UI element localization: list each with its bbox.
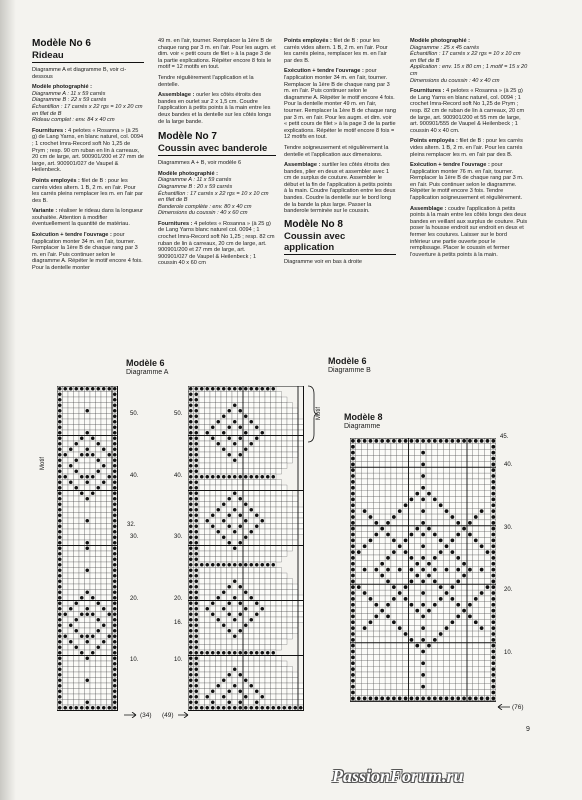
materials-text: 4 pelotes « Rosanna » (à 25 g) de Lang Yarns blanc naturel col. 0094 ; 1 crochet Imra-Record soft No 1,25 ; resp. 82 cm ruban de lin à carreaux, 20 cm de large, art. 900901/200 et 27 mm de large, art. 900901/027 de Vaupel & Heilenbeck ; 1 coussin 40 x 60 cm — [158, 220, 275, 267]
chart-a-row-label: 20. — [130, 596, 139, 602]
model-7-intro: Diagrammes A + B, voir modèle 6 — [158, 160, 242, 167]
model-8-title: Modèle No 8 — [284, 218, 343, 230]
chart-b-title: Modèle 6 — [328, 356, 367, 366]
watermark: PassionForum.ru — [332, 766, 464, 786]
page-binding-shadow — [0, 0, 16, 800]
model-8-materials — [410, 88, 528, 134]
chart-b-row-label: 16. — [174, 620, 183, 626]
arrow-a — [124, 712, 138, 718]
assembly-text: ourler les côtés étroits des bandes en ourlet sur 2 x 1,5 cm. Coudre l'application à petits points à la main entre les deux bandes et la dentelle sur les côtés longs de la large bande. — [158, 92, 272, 125]
model-8-subtitle: Coussin avec application — [284, 231, 396, 255]
photo-line: Diagramme A : 11 x 59 carrés — [32, 90, 106, 97]
stitches-heading: Points employés : — [410, 138, 458, 145]
stitches-text: filet de B : pour les carrés vides altern. 1 B, 2 m. en l'air. Pour les carrés pleins, remplacer les m. en l'air par des B. — [284, 38, 388, 64]
model-6-materials — [32, 128, 144, 174]
model-6-stretching: Tendre régulièrement l'application et la dentelle. — [158, 74, 254, 88]
model-7-subtitle: Coussin avec banderole — [158, 143, 276, 156]
model-6-subtitle: Rideau — [32, 50, 144, 63]
chart-a-row-label: 10. — [130, 657, 139, 663]
model-8-execution — [410, 162, 528, 202]
model-6-variant — [32, 208, 144, 228]
chart-b-subtitle: Diagramme B — [328, 367, 371, 374]
model-6-photo-block — [32, 84, 144, 124]
chart-b-row-label: 40. — [174, 473, 183, 479]
photo-line: Rideau complet : env. 84 x 40 cm — [32, 117, 115, 124]
photo-line: Application : env. 15 x 80 cm ; 1 motif = 15 x 20 cm — [410, 64, 528, 77]
chart-8-row-label: 10. — [504, 650, 513, 656]
model-7-photo-block — [158, 171, 276, 217]
model-7-materials — [158, 221, 276, 267]
diagram-a-grid — [57, 386, 123, 714]
photo-line: Échantillon : 17 carrés x 22 rgs = 10 x 20 cm en filet de B — [32, 103, 143, 117]
chart-8-title: Modèle 8 — [344, 412, 383, 422]
stitches-heading: Points employés : — [284, 38, 332, 44]
chart-8-row-label: 40. — [504, 462, 513, 468]
chart-8-row-label: 20. — [504, 587, 513, 593]
materials-heading: Fournitures : — [158, 220, 193, 227]
model-8-stitches — [410, 138, 528, 158]
chart-b-row-label: 10. — [174, 657, 183, 663]
materials-text: 4 pelotes « Rosanna » (à 25 g) de Lang Yarns, en blanc naturel, col. 0094 ; 1 crochet Imra-Record soft No 1,25 de Prym ; resp. 90 cm ruban en lin à carreaux, 20 cm de large, art. 900901/200 et 27 mm de large, art. 900901/027 de Vaupel & Heilenbeck. — [32, 127, 144, 174]
model-6-execution-continued: 49 m. en l'air, tourner. Remplacer la 1ère B de chaque rang par 3 m. en l'air. Pour les augm. et dim. voir « petit cours de filet » à la page 3 de la partie explications. Répéter encore 8 fois le motif = 12 motifs en tout. — [158, 38, 276, 71]
execution-text: pour l'application monter 34 m. en l'air, tourner. Remplacer la 1ère B de chaque rang par 3 m. en l'air. Puis continuer selon le diagramme A. Répéter le motif encore 4 fois. Pour la dentelle monter — [32, 232, 143, 272]
model-6-title: Modèle No 6 — [32, 38, 91, 49]
model-7-stitches — [284, 38, 396, 64]
photo-line: Dimensions du coussin : 40 x 40 cm — [410, 77, 500, 84]
chart-a-title: Modèle 6 — [126, 358, 165, 368]
stitches-heading: Points employés : — [32, 177, 80, 184]
page-number: 9 — [526, 726, 530, 733]
column-2 — [158, 38, 276, 271]
chart-b-row-label: 50. — [174, 411, 183, 417]
model-8-assembly — [410, 206, 528, 259]
chart-a-row-label: 40. — [130, 473, 139, 479]
materials-text: 4 pelotes « Rosanna » (à 25 g) de Lang Yarns en blanc naturel, col. 0094 ; 1 crochet Imra-Record soft No 1,25 de Prym ; resp. 82 cm de ruban de lin à carreaux, 20 cm de large, art. 900901/200 et 55 mm de large, art. 900901/555 de Vaupel & Heilenbeck ; 1 coussin 40 x 40 cm. — [410, 88, 525, 134]
model-6-stitches — [32, 178, 144, 204]
chart-a-row-label: 50. — [130, 411, 139, 417]
assembly-heading: Assemblage : — [158, 92, 195, 99]
variant-text: réaliser le rideau dans la longueur souhaitée. Attention à modifier éventuellement la quantité de matériau. — [32, 208, 144, 228]
chart-a-stitch-count: (34) — [140, 712, 152, 719]
model-8-photo-block — [410, 38, 528, 84]
execution-text: pour l'application monter 34 m. en l'air, tourner. Remplacer la 1ère B de chaque rang par 3 m. en l'air. Puis continuer selon le diagramme A. Répéter le motif encore 4 fois. Pour la dentelle monter 49 m. en l'air, tourner. Remplacer la 1ère B de chaque rang par 3 m. en l'air. Pour les augm. et dim. voir « petit cours de filet » à la page 3 de la partie explications. Répéter le motif encore 8 fois = 12 motifs en tout. — [284, 68, 396, 141]
model-8-intro: Diagramme voir en bas à droite — [284, 258, 363, 265]
execution-heading: Exécution + tendre l'ouvrage : — [410, 162, 490, 169]
photo-heading: Modèle photographié : — [158, 170, 218, 177]
model-7-title: Modèle No 7 — [158, 131, 217, 143]
arrow-8 — [496, 704, 510, 710]
model-7-assembly — [284, 162, 396, 215]
column-3 — [284, 38, 396, 269]
chart-a-row-label: 32. — [127, 522, 136, 528]
photo-line: Échantillon : 17 carrés x 22 rgs = 10 x 10 cm en filet de B — [410, 51, 521, 64]
diagram-b-grid — [188, 386, 304, 714]
chart-b-stitch-count: (49) — [162, 712, 174, 719]
model-7-execution — [284, 68, 396, 141]
model-7-stretching: Tendre soigneusement et régulièrement la dentelle et l'application aux dimensions. — [284, 144, 389, 158]
column-1 — [32, 38, 144, 276]
arrow-b — [178, 712, 190, 718]
chart-b-row-label: 30. — [174, 534, 183, 540]
execution-heading: Exécution + tendre l'ouvrage : — [32, 232, 112, 239]
materials-heading: Fournitures : — [410, 88, 445, 95]
diagram-8-grid — [350, 438, 496, 703]
assembly-heading: Assemblage : — [410, 205, 447, 212]
chart-a-subtitle: Diagramme A — [126, 369, 169, 376]
photo-line: Diagramme B : 20 x 59 carrés — [158, 183, 233, 190]
chart-8-row-label: 45. — [500, 434, 509, 440]
chart-b-motif-label: Motif — [316, 406, 322, 420]
photo-line: Dimensions du coussin : 40 x 60 cm — [158, 210, 248, 217]
chart-a-row-label: 30. — [130, 534, 139, 540]
model-6-intro: Diagramme A et diagramme B, voir ci-dessous — [32, 67, 127, 80]
chart-b-row-label: 20. — [174, 596, 183, 602]
stitches-text: filet de B : pour les carrés vides altern. 1 B, 2 m. en l'air. Pour les carrés pleins remplacer les m. en l'air par des B. — [32, 177, 143, 204]
photo-line: Échantillon : 17 carrés x 22 rgs = 10 x 10 cm en filet de B — [158, 190, 269, 204]
execution-text: pour l'application monter 76 m. en l'air, tourner. Remplacer la 1ère B de chaque rang par 3 m. en l'air. Puis continuer selon le diagramme. Répéter le motif encore 3 fois. Tendre l'application soigneusement et régulièrement. — [410, 162, 524, 202]
photo-line: Diagramme A : 11 x 59 carrés — [158, 177, 232, 184]
photo-heading: Modèle photographié : — [410, 38, 470, 44]
chart-a-motif-label: Motif — [40, 456, 46, 470]
motif-bracket — [306, 384, 320, 444]
photo-line: Diagramme : 25 x 45 carrés — [410, 44, 480, 51]
photo-line: Diagramme B : 22 x 59 carrés — [32, 97, 107, 104]
model-6-execution — [32, 232, 144, 272]
variant-heading: Variante : — [32, 208, 58, 215]
stitches-text: filet de B : pour les carrés vides altern. 1 B, 2 m. en l'air. Pour les carrés pleins remplacer les m. en l'air par des B. — [410, 138, 523, 158]
photo-line: Banderole complète : env. 80 x 40 cm — [158, 203, 252, 210]
chart-8-row-label: 30. — [504, 525, 513, 531]
column-4 — [410, 38, 528, 262]
model-6-assembly — [158, 92, 276, 125]
execution-heading: Exécution + tendre l'ouvrage : — [284, 68, 364, 75]
materials-heading: Fournitures : — [32, 127, 67, 134]
assembly-text: coudre l'application à petits points à la main entre les côtés longs des deux bandes en veillant aux surplus de couture. Puis poser la housse endroit sur endroit en deux et fermer les coutures. Laisser sur le bord inférieur une partie ouverte pour le remplissage. Placer le coussin et fermer l'ouverture à petits points à la main. — [410, 205, 528, 258]
photo-heading: Modèle photographié : — [32, 84, 92, 91]
chart-8-stitch-count: (76) — [512, 704, 524, 711]
chart-8-subtitle: Diagramme — [344, 423, 381, 430]
assembly-text: surtiler les côtés étroits des bandes, plier en deux et assembler avec 1 cm de surplus de couture. Assembler le début et la fin de l'application à petits points à la main. Coudre l'application entre les deux bandes. Coudre la dentelle sur le bord long de la bande la plus large. Passer la banderole terminée sur le coussin. — [284, 162, 396, 215]
assembly-heading: Assemblage : — [284, 162, 321, 169]
